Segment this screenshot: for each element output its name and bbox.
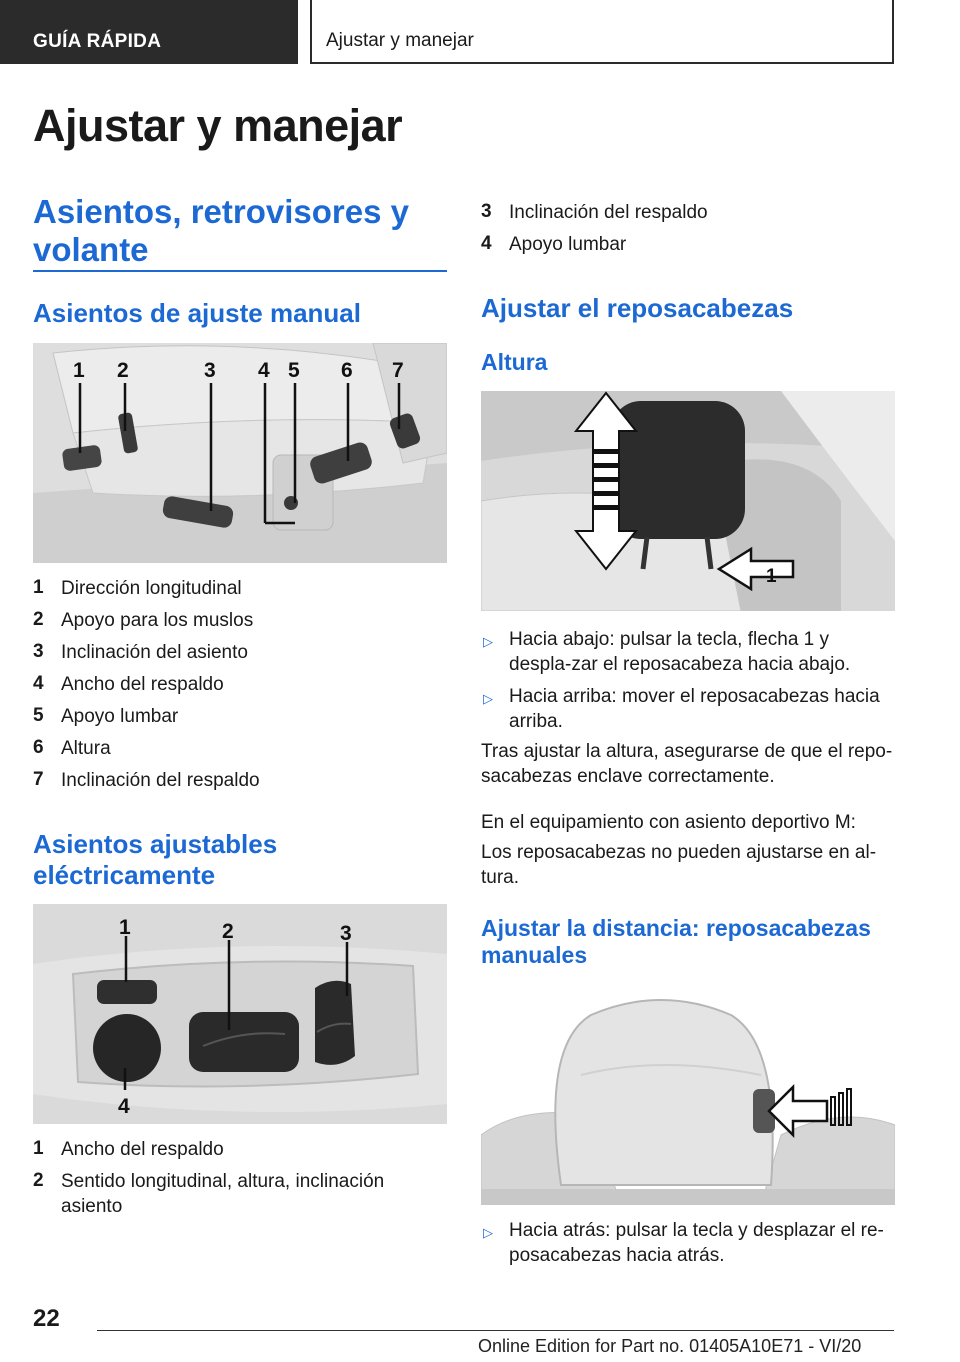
headrest-height-illustration bbox=[481, 391, 895, 611]
page-title: Ajustar y manejar bbox=[33, 100, 403, 151]
list-item bbox=[33, 732, 447, 764]
item-number: 1 bbox=[33, 577, 44, 598]
section-heading: Asientos, retrovisores y volante bbox=[33, 193, 409, 268]
item-text: Hacia abajo: pulsar la tecla, flecha 1 y despla-zar el reposacabeza hacia abajo. bbox=[509, 629, 851, 675]
callout-label: 5 bbox=[288, 359, 300, 382]
callout-label: 2 bbox=[222, 920, 234, 943]
section-label: GUÍA RÁPIDA bbox=[33, 31, 162, 52]
callout-label: 6 bbox=[341, 359, 353, 382]
electric-seat-figure bbox=[33, 904, 447, 1124]
paragraph: Tras ajustar la altura, asegurarse de que el repo-sacabezas enclave correctamente. bbox=[481, 741, 893, 787]
headrest-distance-illustration bbox=[481, 985, 895, 1205]
headrest-heading: Ajustar el reposacabezas bbox=[481, 293, 794, 323]
item-text: Hacia arriba: mover el reposacabezas hacia arriba. bbox=[509, 686, 880, 732]
headrest-height-figure bbox=[481, 391, 895, 611]
list-item bbox=[33, 572, 447, 604]
item-number: 3 bbox=[33, 641, 44, 662]
item-text: Apoyo para los muslos bbox=[61, 610, 254, 631]
item-text: Dirección longitudinal bbox=[61, 578, 242, 599]
item-text: Apoyo lumbar bbox=[509, 234, 627, 255]
callout-label: 1 bbox=[73, 359, 85, 382]
paragraph: Los reposacabezas no pueden ajustarse en al-tura. bbox=[481, 842, 877, 888]
triangle-bullet-icon: ▷ bbox=[483, 634, 493, 649]
distance-bullets bbox=[481, 1218, 895, 1275]
list-item bbox=[481, 684, 895, 734]
item-text: Inclinación del respaldo bbox=[61, 770, 260, 791]
heading-rule bbox=[33, 270, 447, 272]
manual-seat-figure bbox=[33, 343, 447, 563]
callout-label: 7 bbox=[392, 359, 404, 382]
callout-label: 4 bbox=[258, 359, 270, 382]
item-text: Inclinación del respaldo bbox=[509, 202, 708, 223]
list-item bbox=[481, 1218, 895, 1268]
callout-label: 1 bbox=[766, 566, 777, 587]
edition-note: Online Edition for Part no. 01405A10E71 - VI/20 bbox=[478, 1336, 862, 1356]
item-text: Inclinación del asiento bbox=[61, 642, 248, 663]
paragraph: En el equipamiento con asiento deportivo M: bbox=[481, 812, 856, 833]
list-item bbox=[33, 668, 447, 700]
item-number: 7 bbox=[33, 769, 44, 790]
manual-seat-illustration bbox=[33, 343, 447, 563]
item-number: 4 bbox=[481, 233, 492, 254]
triangle-bullet-icon: ▷ bbox=[483, 691, 493, 706]
list-item bbox=[33, 1165, 447, 1219]
manual-seats-heading: Asientos de ajuste manual bbox=[33, 298, 361, 328]
callout-label: 3 bbox=[340, 922, 352, 945]
manual-seat-legend bbox=[33, 572, 447, 796]
electric-seat-legend-continued bbox=[481, 196, 895, 260]
item-text: Sentido longitudinal, altura, inclinación asiento bbox=[61, 1171, 385, 1217]
electric-seat-illustration bbox=[33, 904, 447, 1124]
list-item bbox=[481, 196, 895, 228]
callout-label: 1 bbox=[119, 916, 131, 939]
page-number: 22 bbox=[33, 1305, 60, 1332]
headrest-distance-figure bbox=[481, 985, 895, 1205]
distance-heading: Ajustar la distancia: reposacabezas manuales bbox=[481, 915, 871, 968]
item-number: 2 bbox=[33, 1170, 44, 1191]
item-text: Ancho del respaldo bbox=[61, 1139, 224, 1160]
item-number: 4 bbox=[33, 673, 44, 694]
list-item bbox=[481, 627, 895, 677]
list-item bbox=[33, 1133, 447, 1165]
height-bullets bbox=[481, 627, 895, 741]
item-text: Ancho del respaldo bbox=[61, 674, 224, 695]
electric-seat-legend bbox=[33, 1133, 447, 1219]
chapter-label: Ajustar y manejar bbox=[326, 30, 474, 51]
item-text: Hacia atrás: pulsar la tecla y desplazar el re-posacabezas hacia atrás. bbox=[509, 1220, 884, 1266]
callout-label: 2 bbox=[117, 359, 129, 382]
height-heading: Altura bbox=[481, 349, 548, 375]
section-tab bbox=[0, 0, 298, 64]
item-number: 3 bbox=[481, 201, 492, 222]
item-text: Altura bbox=[61, 738, 111, 759]
electric-seats-heading: Asientos ajustables eléctricamente bbox=[33, 829, 278, 890]
item-number: 2 bbox=[33, 609, 44, 630]
list-item bbox=[33, 764, 447, 796]
callout-label: 3 bbox=[204, 359, 216, 382]
chapter-tab bbox=[310, 0, 894, 64]
list-item bbox=[33, 700, 447, 732]
item-number: 5 bbox=[33, 705, 44, 726]
triangle-bullet-icon: ▷ bbox=[483, 1225, 493, 1240]
item-number: 6 bbox=[33, 737, 44, 758]
list-item bbox=[33, 636, 447, 668]
callout-label: 4 bbox=[118, 1095, 130, 1118]
item-text: Apoyo lumbar bbox=[61, 706, 179, 727]
list-item bbox=[33, 604, 447, 636]
item-number: 1 bbox=[33, 1138, 44, 1159]
list-item bbox=[481, 228, 895, 260]
footer-rule bbox=[97, 1330, 894, 1331]
